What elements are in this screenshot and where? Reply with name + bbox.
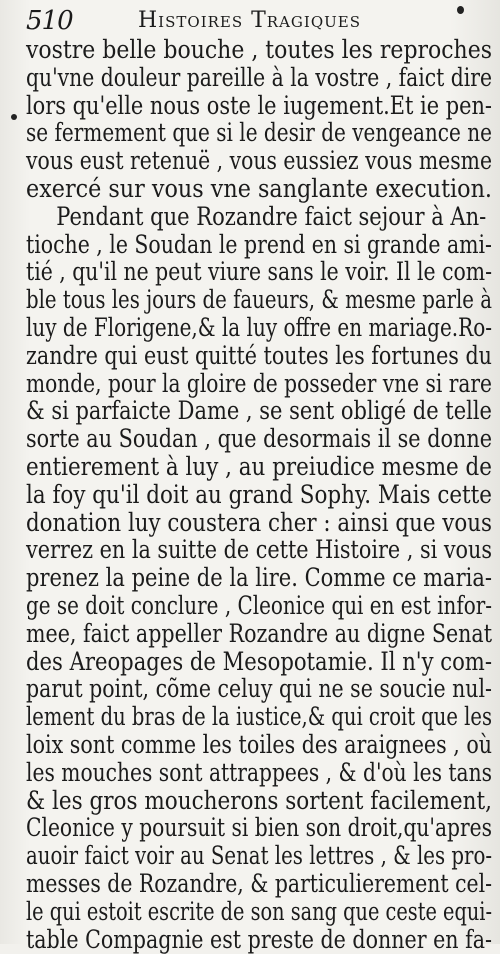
text-line: qu'vne douleur pareille à la vostre , faict dire: [26, 62, 493, 92]
text-line: luy de Florigene,& la luy offre en mariage.Ro-: [26, 312, 492, 342]
text-line: vostre belle bouche , toutes les reproches: [26, 35, 493, 64]
text-line: monde, pour la gloire de posseder vne si rare: [26, 368, 492, 398]
text-line: la foy qu'il doit au grand Sophy. Mais cette: [26, 479, 492, 509]
text-line: des Areopages de Mesopotamie. Il n'y com-: [26, 646, 492, 676]
text-line: zandre qui eust quitté toutes les fortunes du: [26, 340, 492, 370]
text-line: parut point, cõme celuy qui ne se soucie nul-: [26, 674, 492, 704]
text-line: loix sont comme les toiles des araignees , où: [26, 729, 493, 759]
text-line: verrez en la suitte de cette Histoire , si vous: [26, 535, 493, 565]
page-number: 510: [26, 6, 73, 36]
text-line: donation luy coustera cher : ainsi que vous: [26, 507, 492, 537]
text-line: table Compagnie est preste de donner en fa-: [26, 924, 493, 954]
ink-speck: [11, 114, 17, 120]
text-line: prenez la peine de la lire. Comme ce maria-: [26, 563, 492, 593]
text-line: entierement à luy , au preiudice mesme de: [26, 451, 492, 481]
text-line: messes de Rozandre, & particulierement cel-: [26, 868, 492, 898]
text-line: se fermement que si le desir de vengeance ne: [26, 118, 492, 148]
paragraph-start-line: Pendant que Rozandre faict sejour à An-: [56, 201, 487, 231]
text-line: tioche , le Soudan le prend en si grande ami-: [26, 229, 492, 259]
text-line: Cleonice y poursuit si bien son droit,qu'apres: [26, 813, 493, 843]
text-line: exercé sur vous vne sanglante execution.: [26, 173, 493, 203]
text-line: sorte au Soudan , que desormais il se donne: [26, 424, 493, 454]
text-line: ge se doit conclure , Cleonice qui en est infor-: [26, 590, 493, 620]
running-head: [26, 6, 466, 36]
text-line: mee, faict appeller Rozandre au digne Senat: [26, 618, 492, 648]
text-line: ble tous les jours de faueurs, & mesme parle à: [26, 285, 492, 315]
text-line: & les gros moucherons sortent facilement,: [26, 785, 493, 815]
text-line: le qui estoit escrite de son sang que ceste equi-: [26, 896, 492, 926]
running-title: Histoires Tragiques: [138, 8, 361, 33]
ink-speck: [457, 6, 464, 14]
text-line: lors qu'elle nous oste le iugement.Et ie pen-: [26, 90, 492, 120]
text-line: tié , qu'il ne peut viure sans le voir. Il le com-: [26, 257, 492, 287]
text-line: auoir faict voir au Senat les lettres , & les pro-: [26, 841, 493, 871]
text-line: lement du bras de la iustice,& qui croit que les: [26, 702, 493, 732]
text-line: vous eust retenuë , vous eussiez vous mesme: [26, 146, 492, 176]
text-line: & si parfaicte Dame , se sent obligé de telle: [26, 396, 492, 426]
text-line: les mouches sont attrappees , & d'où les tans: [26, 757, 493, 787]
body-text: [26, 36, 492, 953]
